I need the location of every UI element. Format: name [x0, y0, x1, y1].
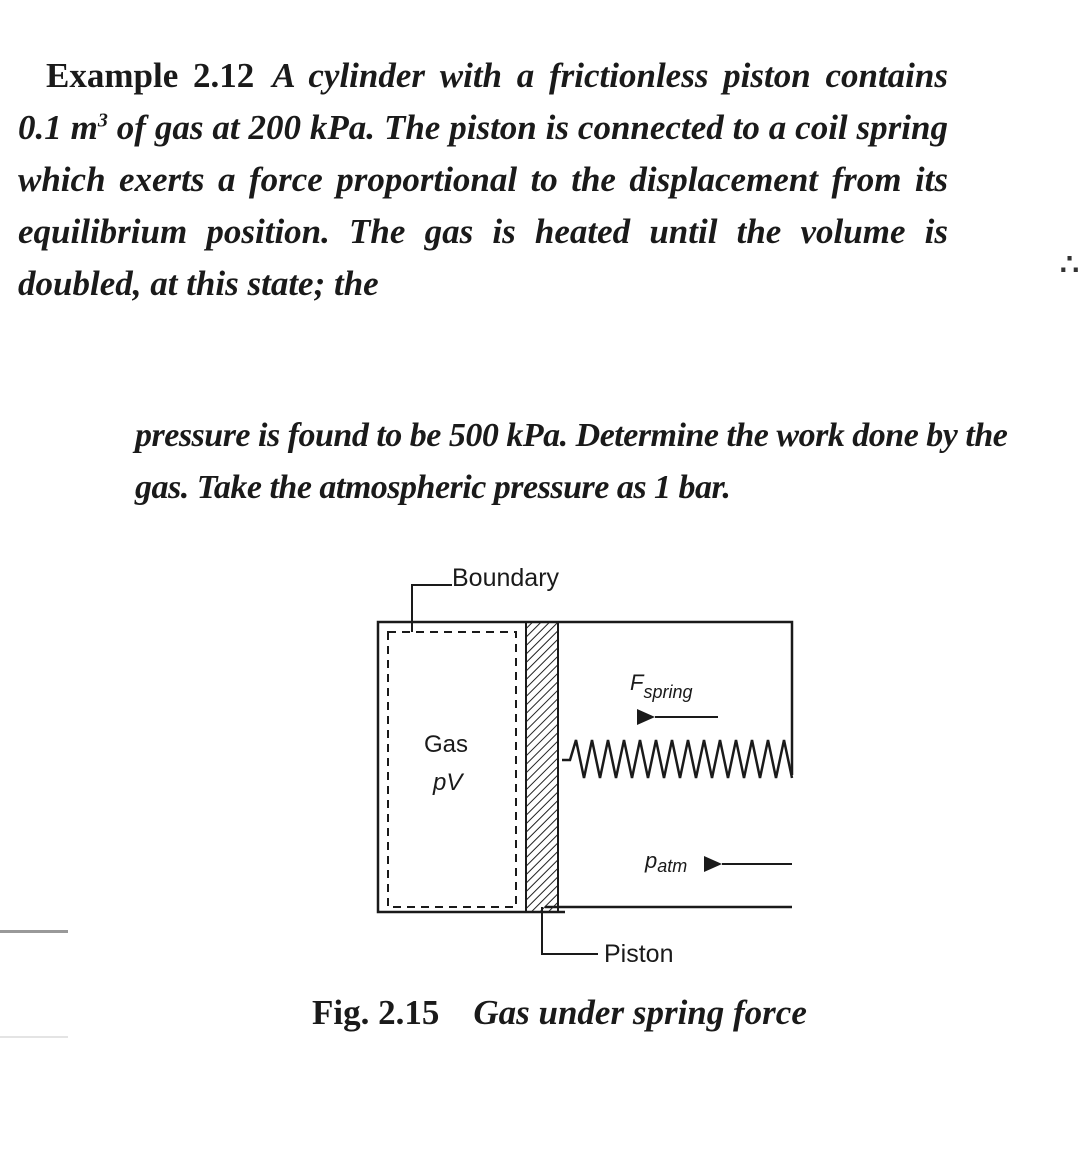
figure-caption — [312, 993, 807, 1033]
example-label: Example 2.12 — [46, 56, 255, 95]
patm-label: patm — [645, 848, 688, 876]
coil-spring — [562, 740, 792, 778]
figure-title: Gas under spring force — [473, 993, 807, 1032]
example-superscript: 3 — [97, 109, 108, 132]
boundary-label: Boundary — [452, 564, 560, 592]
piston-label: Piston — [604, 940, 674, 968]
figure-number: Fig. 2.15 — [312, 993, 440, 1032]
spring-force-label: $F_{spring}$ — [630, 670, 693, 702]
piston — [526, 622, 558, 912]
example-text-b: of gas at 200 kPa. The piston is connected to a coil spring which exerts a force proportional to the displacement from its equilibrium position. The gas is heated until the volume is doubled, at this state; the — [18, 108, 948, 303]
gas-label: Gas — [424, 731, 469, 758]
piston-leader — [542, 907, 598, 954]
gas-state-label: pV — [433, 769, 463, 796]
example-continuation: pressure is found to be 500 kPa. Determine the work done by the gas. Take the atmospheric pressure as 1 bar. — [135, 417, 1008, 506]
example-text-a: A cylinder with a frictionless piston contains 0.1 m — [18, 56, 948, 147]
boundary-leader — [412, 585, 452, 632]
margin-mark: ∴ — [1060, 249, 1080, 282]
